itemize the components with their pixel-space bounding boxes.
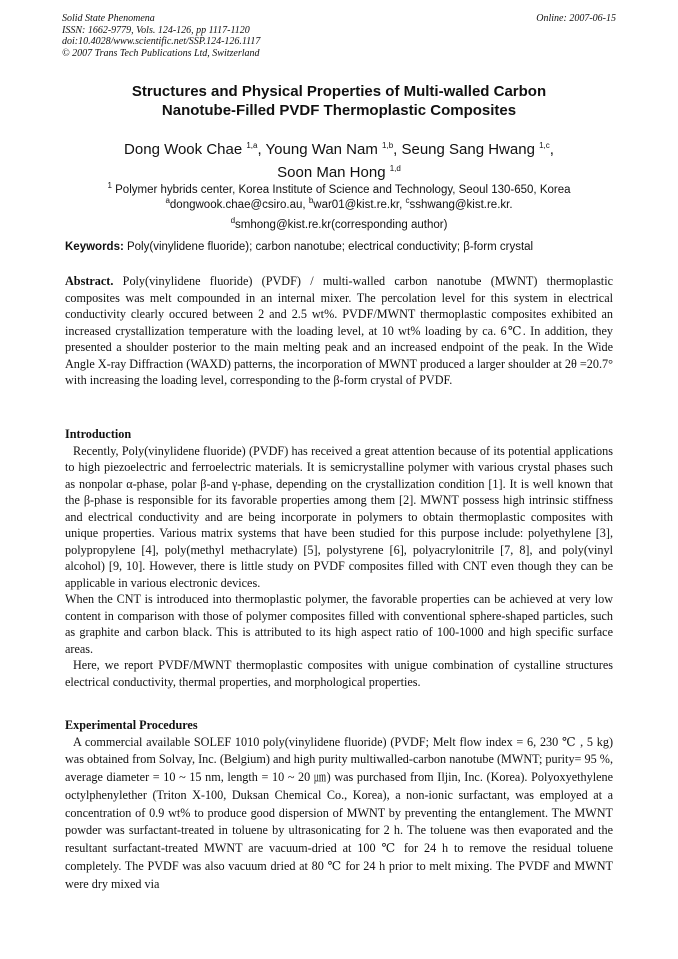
author-separator: , bbox=[257, 141, 266, 158]
email-address: sshwang@kist.re.kr. bbox=[409, 198, 513, 211]
title-line: Nanotube-Filled PVDF Thermoplastic Composites bbox=[161, 102, 517, 119]
paragraph: Recently, Poly(vinylidene fluoride) (PVDF) has received a great attention because of its potential applications to high piezoelectric and ferroelectric materials. It is semicrystalline polymer with various crystal phases such as nonpolar α-phase, polar β-and γ-phase, depending on the crystallization condition [1]. It is well known that the β-phase is responsible for its favorable properties among them [2]. MWNT possess high intrinsic stiffness and electrical conductivity and are being incorporate in polymers to obtain thermoplastic composites with unique properties. Various matrix systems that have been studied for this purpose include: polyethylene [3], polypropylene [4], poly(methyl methacrylate) [5], polystyrene [6], polyacrylonitrile [7, 8], and poly(vinyl alcohol) [9, 10]. However, there is little study on PVDF composites filled with CNT even though they can be applicable in various electronic devices. bbox=[65, 443, 613, 590]
affiliation-mark: 1 bbox=[107, 181, 112, 190]
abstract bbox=[65, 273, 613, 389]
experimental-section bbox=[65, 717, 613, 894]
email-mark: d bbox=[230, 215, 236, 225]
author-affiliation-mark: 1,a bbox=[246, 141, 258, 150]
paper-title bbox=[60, 82, 618, 120]
affiliation-text: Polymer hybrids center, Korea Institute of Science and Technology, Seoul 130-650, Korea bbox=[111, 183, 571, 196]
author-name: Soon Man Hong bbox=[277, 164, 390, 181]
title-line: Structures and Physical Properties of Multi-walled Carbon bbox=[131, 83, 547, 100]
introduction-section bbox=[65, 426, 613, 690]
email-mark: a bbox=[165, 196, 170, 205]
author-name: Seung Sang Hwang bbox=[401, 141, 540, 158]
email-line bbox=[60, 193, 618, 213]
author-emails bbox=[60, 193, 618, 233]
email-address: smhong@kist.re.kr(corresponding author) bbox=[235, 218, 448, 231]
keywords-text: Poly(vinylidene fluoride); carbon nanotube; electrical conductivity; β-form crystal bbox=[123, 241, 534, 253]
journal-name: Solid State Phenomena bbox=[62, 13, 155, 24]
doi-line: doi:10.4028/www.scientific.net/SSP.124-126.1117 bbox=[62, 36, 261, 47]
paragraph: When the CNT is introduced into thermoplastic polymer, the favorable properties can be achieved at very low content in comparison with those of polymer composites filled with conventional sphere-shaped particles, such as graphite and carbon black. This is attributed to its high aspect ratio of 100-1000 and high specific surface areas. bbox=[65, 592, 613, 656]
abstract-label: Abstract. bbox=[65, 274, 114, 288]
author-name: Young Wan Nam bbox=[265, 141, 383, 158]
author-separator: , bbox=[549, 141, 554, 158]
paragraph: A commercial available SOLEF 1010 poly(vinylidene fluoride) (PVDF; Melt flow index = 6, 230 ℃ , 5 kg) was obtained from Solvay, Inc. (Belgium) and high purity multiwalled-carbon nanotube (MWNT; purity= 95 %, average diameter = 10 ~ 15 nm, length = 10 ~ 20 ㎛) was purchased from Iljin, Inc. (Korea). Polyoxyethylene octylphenylether (Triton X-100, Duksan Chemical Co., Korea), a non-ionic surfactant, was employed at a concentration of 0.9 wt% to produce good dispersion of MWNT by preventing the entanglement. The MWNT powder was surfactant-treated in toluene by ultrasonicating for 2 h. The toluene was then evaporated and the resultant surfactant-treated MWNT are vacuum-dried at 100 ℃ for 24 h to remove the residual toluene completely. The PVDF was also vacuum dried at 80 ℃ for 24 h prior to melt mixing. The PVDF and MWNT were dry mixed via bbox=[65, 734, 613, 891]
email-address: dongwook.chae@csiro.au, bbox=[169, 198, 309, 211]
paragraph: Here, we report PVDF/MWNT thermoplastic composites with unigue combination of cystalline structures electrical conductivity, thermal properties, and morphological properties. bbox=[65, 658, 613, 689]
abstract-text: Poly(vinylidene fluoride) (PVDF) / multi-walled carbon nanotube (MWNT) thermoplastic composites was melt compounded in an internal mixer. The percolation level for this system in electrical conductivity clearly occured between 2 and 2.5 wt%. PVDF/MWNT thermoplastic composites exhibited an increased crystallization temperature with the loading level, at 10 wt% loading by ca. 6℃. In addition, they presented a shoulder posterior to the main melting peak and an increased endpoint of the peak. In the Wide Angle X-ray Diffraction (WAXD) patterns, the incorporation of MWNT produced a larger shoulder at 2θ =20.7° with increasing the loading level, corresponding to the β-form crystal of PVDF. bbox=[65, 274, 613, 387]
issn-line: ISSN: 1662-9779, Vols. 124-126, pp 1117-1120 bbox=[62, 24, 250, 36]
online-date: Online: 2007-06-15 bbox=[536, 13, 616, 24]
author-name: Dong Wook Chae bbox=[124, 141, 247, 158]
keywords-label: Keywords: bbox=[65, 241, 124, 253]
author-affiliation-mark: 1,d bbox=[389, 164, 401, 173]
author-list bbox=[60, 136, 618, 182]
email-line bbox=[60, 213, 618, 233]
section-heading: Introduction bbox=[65, 427, 132, 441]
email-mark: b bbox=[308, 196, 314, 205]
author-affiliation-mark: 1,c bbox=[539, 141, 550, 150]
copyright-line: © 2007 Trans Tech Publications Ltd, Switzerland bbox=[62, 47, 260, 59]
journal-header bbox=[62, 13, 382, 59]
email-mark: c bbox=[405, 196, 410, 205]
keywords bbox=[65, 240, 625, 255]
section-heading: Experimental Procedures bbox=[65, 718, 198, 732]
email-address: war01@kist.re.kr, bbox=[313, 198, 406, 211]
author-line bbox=[60, 136, 618, 159]
author-affiliation-mark: 1,b bbox=[382, 141, 394, 150]
author-separator: , bbox=[393, 141, 402, 158]
